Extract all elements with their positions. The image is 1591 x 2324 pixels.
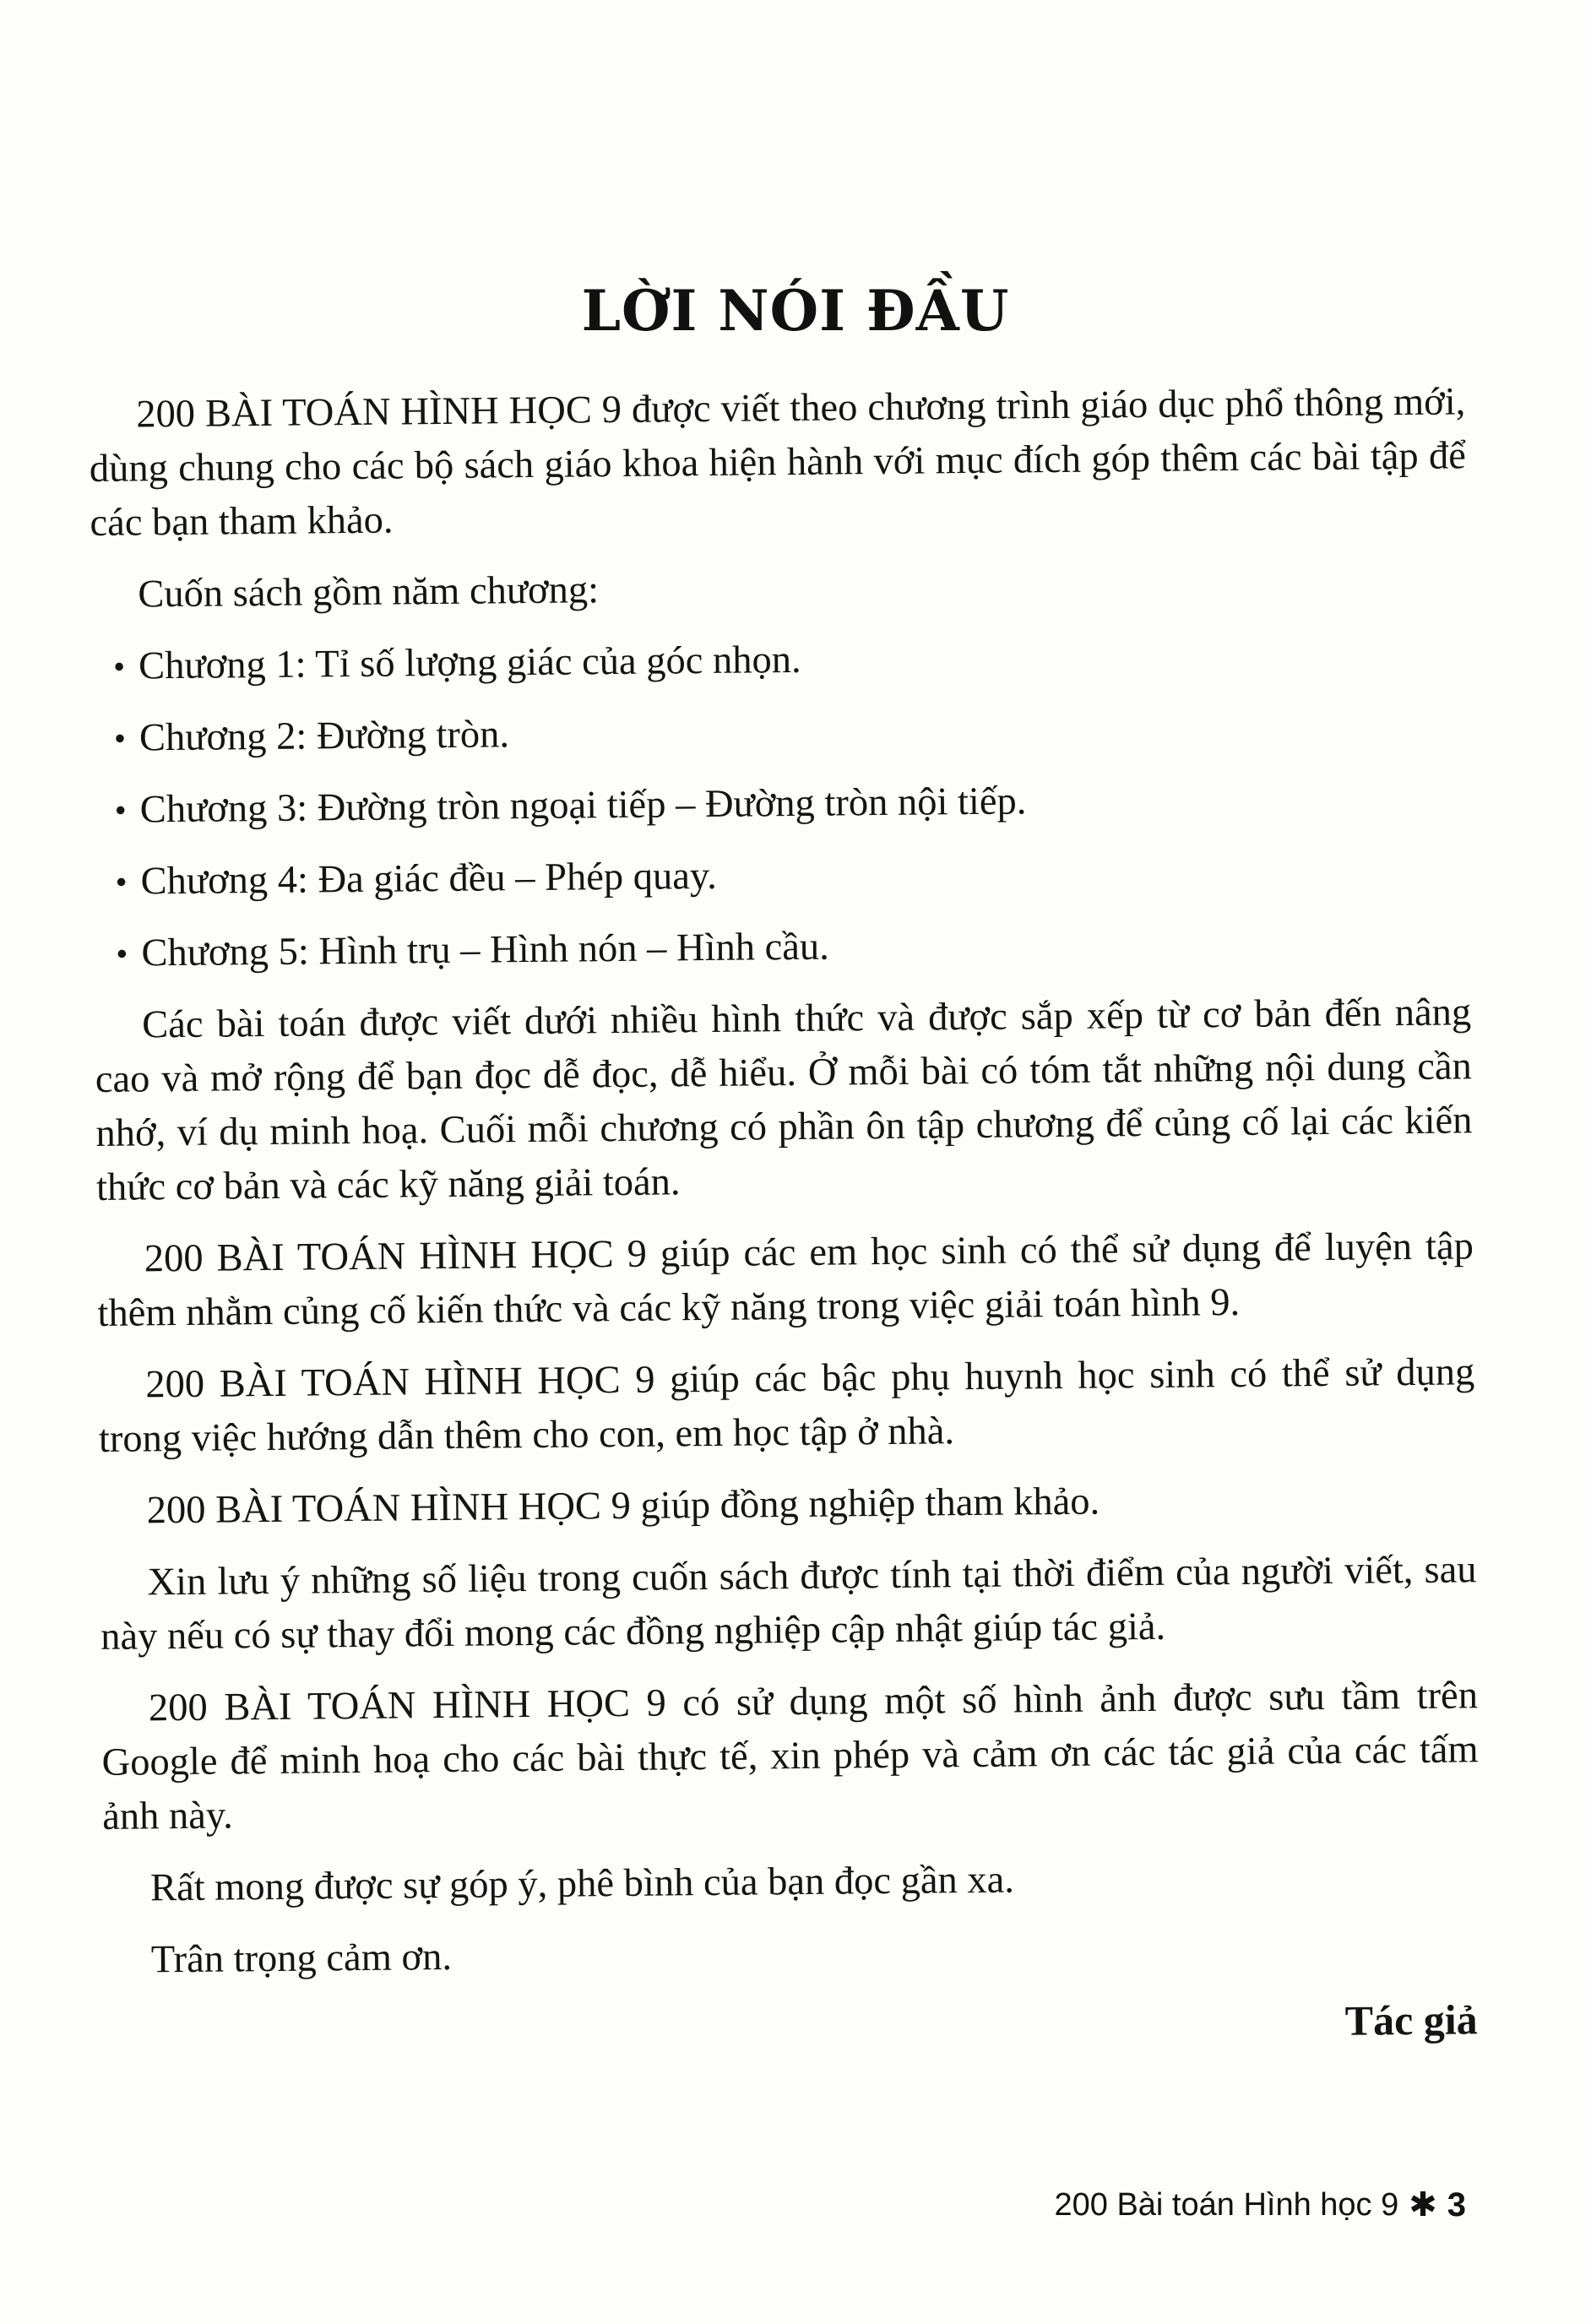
bullet-icon: • — [114, 790, 128, 829]
chapter-label: Chương 4: Đa giác đều – Phép quay. — [140, 854, 717, 904]
chapter-list-item — [92, 698, 1469, 766]
page-number: 3 — [1447, 2186, 1466, 2224]
closing-line: Rất mong được sự góp ý, phê bình của bạn đọc gần xa. — [149, 1858, 1015, 1910]
bullet-icon: • — [112, 647, 126, 686]
chapter-list-item — [92, 770, 1469, 838]
body-paragraph: 200 BÀI TOÁN HÌNH HỌC 9 giúp các em học sinh có thể sử dụng để luyện tập thêm nhằm củng cố kiến thức và các kỹ năng trong việc giải toán hình 9. — [97, 1224, 1474, 1335]
chapter-label: Chương 3: Đường tròn ngoại tiếp – Đường tròn nội tiếp. — [139, 779, 1027, 832]
chapter-list-item — [91, 627, 1469, 694]
body-paragraph: 200 BÀI TOÁN HÌNH HỌC 9 giúp đồng nghiệp tham khảo. — [146, 1480, 1100, 1533]
body-paragraph: Các bài toán được viết dưới nhiều hình thức và được sắp xếp từ cơ bản đến nâng cao và mở rộng để bạn đọc dễ đọc, dễ hiểu. Ở mỗi bài có tóm tắt những nội dung cần nhớ, ví dụ minh hoạ. Cuối mỗi chương có phần ôn tập chương để củng cố lại các kiến thức cơ bản và các kỹ năng giải toán. — [95, 991, 1473, 1209]
author-signature: Tác giả — [1344, 1995, 1478, 2044]
closing-line: Trân trọng cảm ơn. — [150, 1935, 453, 1982]
chapter-list-item — [94, 914, 1471, 981]
chapter-label: Chương 5: Hình trụ – Hình nón – Hình cầu. — [141, 925, 830, 975]
chapter-list — [91, 627, 1471, 981]
intro-paragraph: 200 BÀI TOÁN HÌNH HỌC 9 được viết theo chương trình giáo dục phổ thông mới, dùng chung cho các bộ sách giáo khoa hiện hành với mục đích góp thêm các bài tập để các bạn tham khảo. — [89, 380, 1467, 545]
bullet-icon: • — [115, 862, 128, 901]
page-content — [89, 375, 1481, 2060]
body-paragraph: Xin lưu ý những số liệu trong cuốn sách được tính tại thời điểm của người viết, sau này nếu có sự thay đổi mong các đồng nghiệp cập nhật giúp tác giả. — [100, 1548, 1477, 1659]
chapter-list-item — [93, 842, 1470, 910]
bullet-icon: • — [113, 719, 127, 757]
body-paragraph: 200 BÀI TOÁN HÌNH HỌC 9 có sử dụng một số hình ảnh được sưu tầm trên Google để minh hoạ cho các bài thực tế, xin phép và cảm ơn các tác giả của các tấm ảnh này. — [101, 1674, 1479, 1838]
bullet-icon: • — [116, 934, 128, 973]
chapters-intro: Cuốn sách gồm năm chương: — [138, 568, 600, 616]
footer-book-title: 200 Bài toán Hình học 9 — [1054, 2186, 1399, 2223]
chapter-label: Chương 1: Tỉ số lượng giác của góc nhọn. — [138, 638, 801, 688]
page-title: LỜI NÓI ĐẦU — [581, 278, 1010, 345]
page-footer — [1054, 2186, 1466, 2224]
body-paragraph: 200 BÀI TOÁN HÌNH HỌC 9 giúp các bậc phụ huynh học sinh có thể sử dụng trong việc hướng dẫn thêm cho con, em học tập ở nhà. — [98, 1350, 1475, 1461]
star-icon: ✱ — [1409, 2186, 1437, 2224]
chapter-label: Chương 2: Đường tròn. — [138, 713, 510, 760]
